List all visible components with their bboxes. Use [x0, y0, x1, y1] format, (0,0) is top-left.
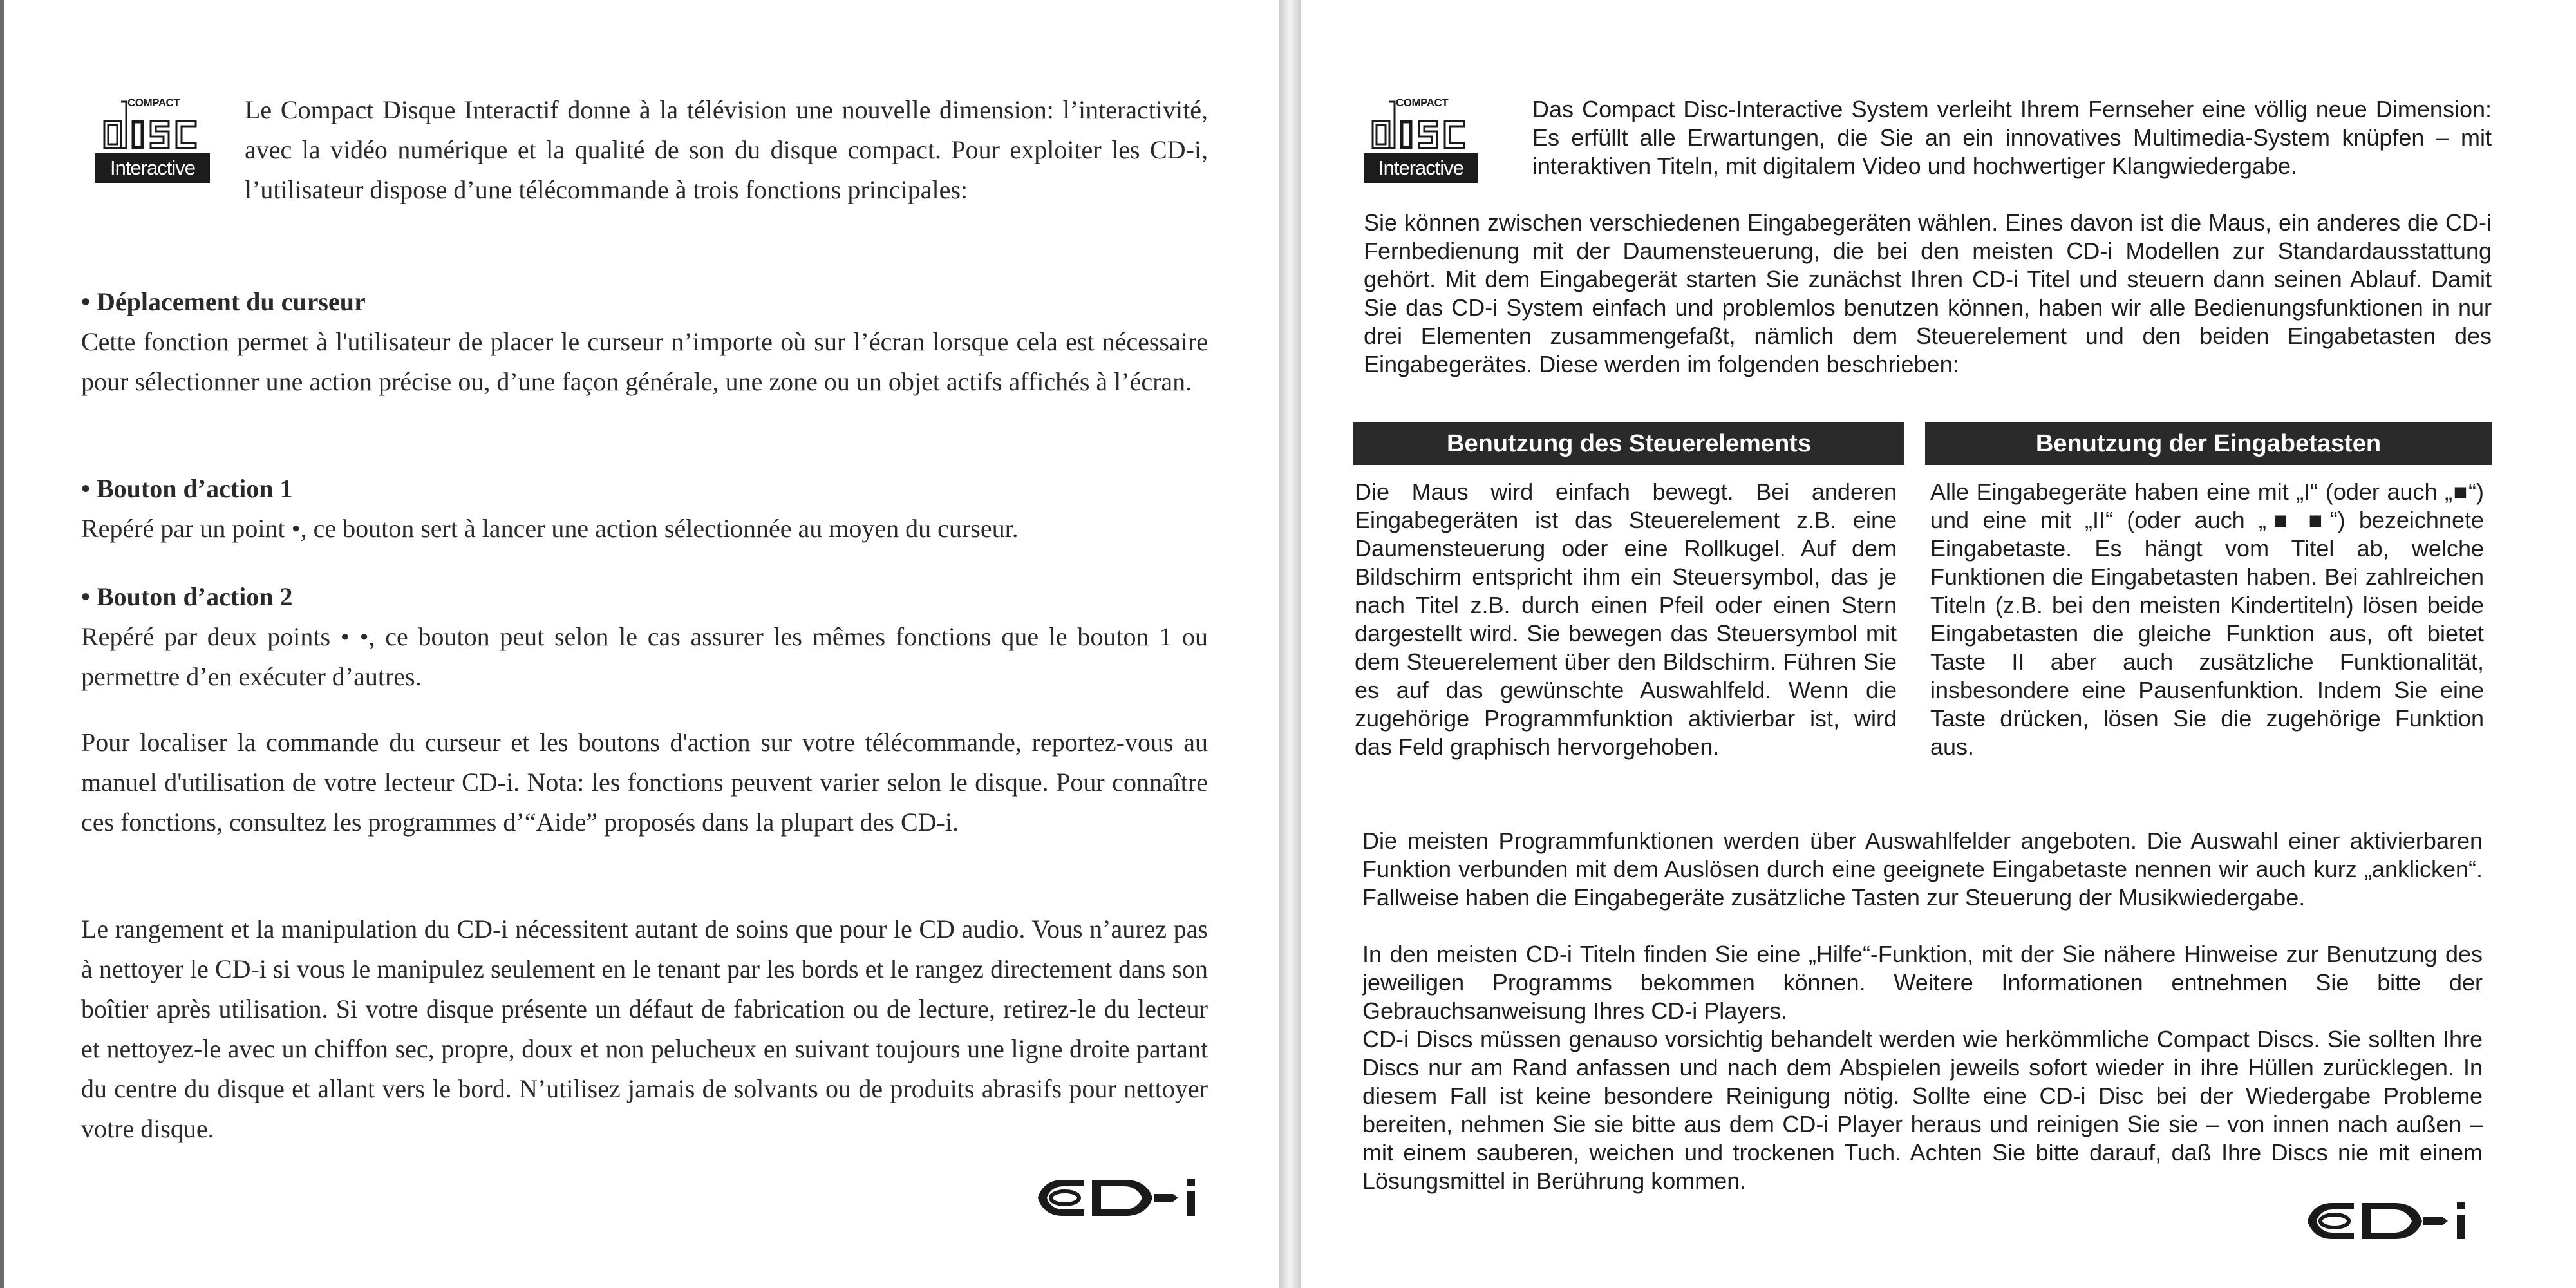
section-cursor-movement [81, 282, 1208, 402]
french-intro: Le Compact Disque Interactif donne à la télévision une nouvelle dimension: l’interactivité, avec la vidéo numérique et la qualité de son du disque compact. Pour exploiter les CD-i, l’utilisateur dispose d’une télécommande à trois fonctions principales: [245, 95, 1208, 204]
section-heading: • Bouton d’action 2 [81, 582, 293, 611]
cd-i-logo-icon [2305, 1195, 2485, 1247]
section-body: Repéré par deux points • •, ce bouton peut selon le cas assurer les mêmes fonctions que le bouton 1 ou permettre d’en exécuter d’autres. [81, 622, 1208, 691]
book-gutter [1279, 0, 1301, 1288]
heading-bar-input-keys: Benutzung der Eingabetasten [1925, 422, 2492, 465]
section-action-button-1 [81, 469, 1208, 549]
german-intro: Das Compact Disc-Interactive System verleiht Ihrem Fernseher eine völlig neue Dimension: Es erfüllt alle Erwartungen, die Sie an ein innovatives Multimedia-System knüpfen – mit interaktiven Titeln, mit digitalem Video und hochwertiger Klangwiedergabe. [1532, 96, 2492, 179]
column-input-keys: Alle Eingabegeräte haben eine mit „I“ (oder auch „■“) und eine mit „II“ (oder auch „■ ■“) bezeichnete Eingabetaste. Es hängt vom Titel ab, welche Funktionen die Eingabetasten haben. Bei zahlreichen Titeln (z.B. bei den meisten Kindertiteln) lösen beide Eingabetasten die gleiche Funktion aus, oft bietet Taste II aber auch zusätzliche Funktionalität, insbesondere eine Pausenfunktion. Indem Sie eine Taste drücken, lösen Sie die zugehörige Funktion aus. [1930, 478, 2484, 760]
heading-bar-control-element: Benutzung des Steuerelements [1353, 422, 1904, 465]
german-paragraph-input-devices: Sie können zwischen verschiedenen Eingabegeräten wählen. Eines davon ist die Maus, ein anderes die CD-i Fernbedienung mit der Daumensteuerung, die bei den meisten CD-i Modellen zur Standardausstattung gehört. Mit dem Eingabegerät starten Sie zunächst Ihren CD-i Titel und steuern dann seinen Ablauf. Damit Sie das CD-i System einfach und problemlos benutzen können, haben wir alle Bedienungsfunktionen in nur drei Elementen zusammengefaßt, nämlich dem Steuerelement und den beiden Eingabetasten des Eingabegerätes. Diese werden im folgenden beschrieben: [1364, 209, 2492, 377]
section-heading: • Bouton d’action 1 [81, 474, 293, 503]
section-body: Cette fonction permet à l'utilisateur de placer le curseur n’importe où sur l’écran lorsque cela est nécessaire pour sélectionner une action précise ou, d’une façon générale, une zone ou un objet actifs affichés à l’écran. [81, 327, 1208, 396]
compact-disc-interactive-logo [1362, 97, 1478, 193]
compact-label: COMPACT [1396, 97, 1449, 109]
left-page-french [0, 0, 1279, 1288]
section-heading: • Déplacement du curseur [81, 287, 366, 316]
compact-label: COMPACT [127, 97, 180, 109]
right-page-german [1301, 0, 2576, 1288]
cd-i-logo-icon [1035, 1172, 1216, 1224]
section-body: Repéré par un point •, ce bouton sert à lancer une action sélectionnée au moyen du curseur. [81, 514, 1019, 543]
section-action-button-2 [81, 577, 1208, 697]
interactive-label: Interactive [1364, 153, 1478, 183]
french-paragraph-remote: Pour localiser la commande du curseur et les boutons d'action sur votre télécommande, reportez-vous au manuel d'utilisation de votre lecteur CD-i. Nota: les fonctions peuvent varier selon le disque. Pour connaître ces fonctions, consultez les programmes d’“Aide” proposés dans la plupart des CD-i. [81, 728, 1208, 837]
french-paragraph-care: Le rangement et la manipulation du CD-i nécessitent autant de soins que pour le CD audio. Vous n’aurez pas à nettoyer le CD-i si vous le manipulez seulement en le tenant par les bords et le rangez directement dans son boîtier après utilisation. Si votre disque présente un défaut de fabrication ou de lecture, retirez-le du lecteur et nettoyez-le avec un chiffon sec, propre, doux et non pelucheux en suivant toujours une ligne droite partant du centre du disque et allant vers le bord. N’utilisez jamais de solvants ou de produits abrasifs pour nettoyer votre disque. [81, 914, 1208, 1143]
german-paragraph-care: CD-i Discs müssen genauso vorsichtig behandelt werden wie herkömmliche Compact Discs. Sie sollten Ihre Discs nur am Rand anfassen und nach dem Abspielen jeweils sofort wieder in ihre Hüllen zurücklegen. In diesem Fall ist keine besondere Reinigung nötig. Sollte eine CD-i Disc bei der Wiedergabe Probleme bereiten, nehmen Sie sie bitte aus dem CD-i Player heraus und reinigen Sie sie – von innen nach außen – mit einem sauberen, weichen und trockenen Tuch. Achten Sie bitte darauf, daß Ihre Discs nie mit einem Lösungsmittel in Berührung kommen. [1362, 1026, 2483, 1194]
german-paragraph-help: In den meisten CD-i Titeln finden Sie eine „Hilfe“-Funktion, mit der Sie nähere Hinweise zur Benutzung des jeweiligen Programms bekommen können. Weitere Informationen entnehmen Sie bitte der Gebrauchsanweisung Ihres CD-i Players. [1362, 941, 2483, 1024]
compact-disc-interactive-logo [94, 97, 210, 193]
german-paragraph-selection: Die meisten Programmfunktionen werden über Auswahlfelder angeboten. Die Auswahl einer aktivierbaren Funktion verbunden mit dem Auslösen durch eine geeignete Eingabetaste nennen wir auch kurz „anklicken“. Fallweise haben die Eingabegeräte zusätzliche Tasten zur Steuerung der Musikwiedergabe. [1362, 828, 2483, 911]
interactive-label: Interactive [95, 153, 210, 183]
column-control-element: Die Maus wird einfach bewegt. Bei anderen Eingabegeräten ist das Steuerelement z.B. eine Daumensteuerung oder eine Rollkugel. Auf dem Bildschirm entspricht ihm ein Steuersymbol, das je nach Titel z.B. durch einen Pfeil oder einen Stern dargestellt wird. Sie bewegen das Steuersymbol mit dem Steuerelement über den Bildschirm. Führen Sie es auf das gewünschte Auswahlfeld. Wenn die zugehörige Programmfunktion aktivierbar ist, wird das Feld graphisch hervorgehoben. [1355, 478, 1897, 760]
